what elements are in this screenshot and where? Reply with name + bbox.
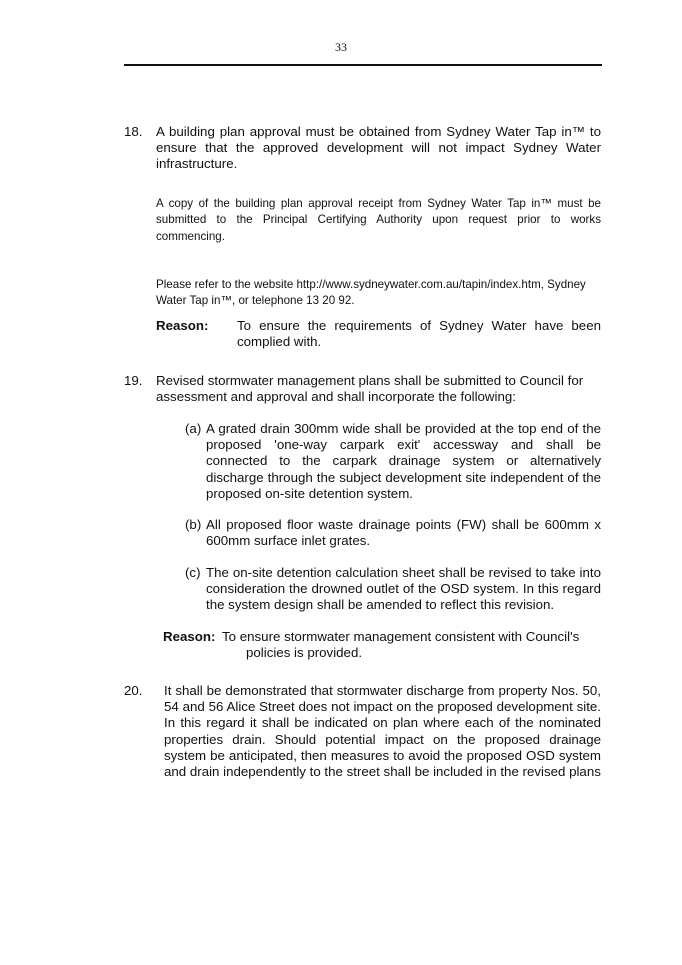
condition-18-note-website: Please refer to the website http://www.sydneywater.com.au/tapin/index.htm, Sydney Water Tap in™, or telephone 13 20 92. (156, 278, 586, 308)
condition-19-item-c-label: (c) (185, 565, 201, 580)
condition-20-text: It shall be demonstrated that stormwater discharge from property Nos. 50, 54 and 56 Alice Street does not impact on the proposed development site. In this regard it shall be indicated on plan where each of the nominated properties drain. Should potential impact on the proposed drainage system be anticipated, then measures to avoid the proposed OSD system and drain independently to the street shall be included in the revised plans (164, 683, 601, 780)
condition-19-text: Revised stormwater management plans shall be submitted to Council for assessment and approval and shall incorporate the following: (156, 373, 584, 405)
condition-19-item-c-text: The on-site detention calculation sheet shall be revised to take into consideration the drowned outlet of the OSD system. In this regard the system design shall be amended to reflect this revision. (206, 565, 601, 613)
condition-20-number: 20. (124, 683, 143, 698)
condition-19-reason (222, 629, 607, 661)
header-rule (124, 64, 602, 66)
condition-18-note-receipt: A copy of the building plan approval receipt from Sydney Water Tap in™ must be submitted to the Principal Certifying Authority upon request prior to works commencing. (156, 197, 601, 243)
condition-18-number: 18. (124, 124, 143, 139)
condition-19-item-a-label: (a) (185, 421, 202, 436)
condition-19-item-b-label: (b) (185, 517, 202, 532)
page-number: 33 (335, 40, 347, 54)
condition-19-reason-text: To ensure stormwater management consistent with Council's policies is provided. (222, 629, 580, 661)
condition-18-reason: To ensure the requirements of Sydney Water have been complied with. (237, 318, 601, 350)
condition-18-reason-label: Reason: (156, 318, 209, 333)
condition-18-text: A building plan approval must be obtained from Sydney Water Tap in™ to ensure that the approved development will not impact Sydney Water infrastructure. (156, 124, 601, 172)
condition-19-item-b-text: All proposed floor waste drainage points (FW) shall be 600mm x 600mm surface inlet grates. (206, 517, 601, 549)
condition-19-number: 19. (124, 373, 143, 388)
condition-19-item-a-text: A grated drain 300mm wide shall be provided at the top end of the proposed 'one-way carpark exit' accessway and shall be connected to the carpark drainage system or alternatively discharge through the subject development site independent of the proposed on-site detention system. (206, 421, 601, 501)
condition-19-reason-label: Reason: (163, 629, 216, 644)
